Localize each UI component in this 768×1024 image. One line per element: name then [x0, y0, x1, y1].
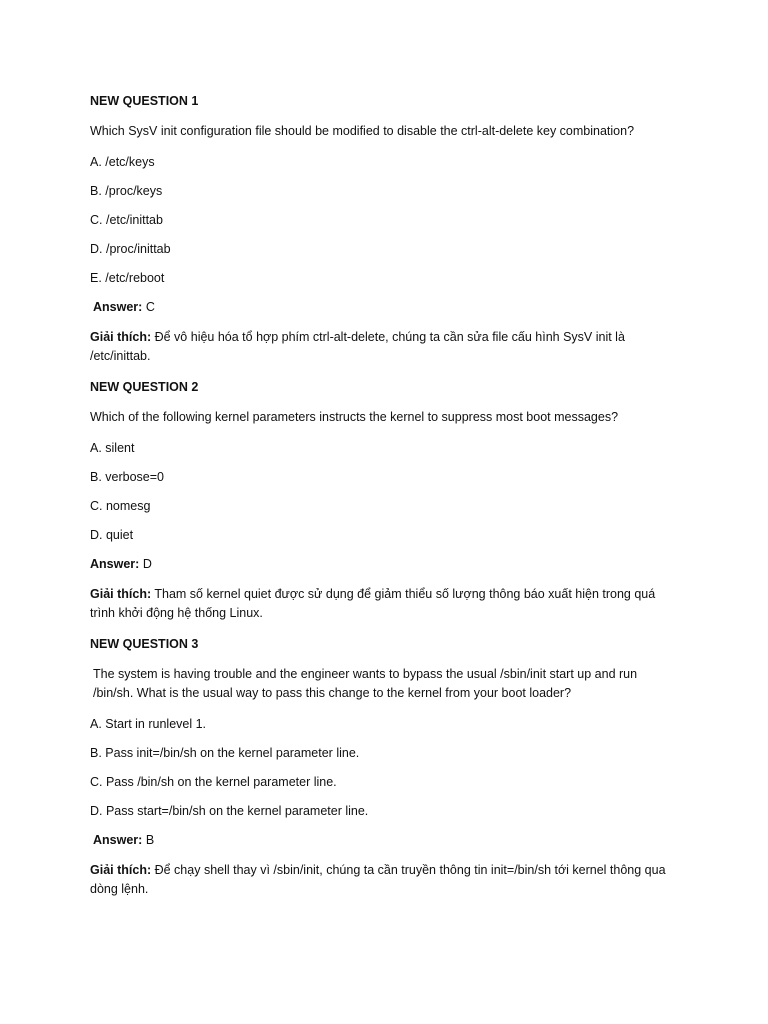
answer-label: Answer:: [90, 557, 140, 571]
explanation-text: Để chạy shell thay vì /sbin/init, chúng ta cần truyền thông tin init=/bin/sh tới kernel thông qua dòng lệnh.: [90, 863, 666, 896]
option-a: A. Start in runlevel 1.: [90, 717, 207, 731]
answer-label: Answer:: [93, 300, 143, 314]
explanation-label: Giải thích:: [90, 587, 152, 601]
question-block-2: [90, 379, 672, 623]
explanation-label: Giải thích:: [90, 863, 152, 877]
answer-line: [90, 832, 672, 848]
question-title: NEW QUESTION 2: [90, 380, 199, 394]
answer-line: [90, 299, 672, 315]
explanation-text: Để vô hiệu hóa tổ hợp phím ctrl-alt-delete, chúng ta cần sửa file cấu hình SysV init là /etc/inittab.: [90, 330, 625, 363]
option-a: A. silent: [90, 441, 135, 455]
option-d: D. quiet: [90, 528, 134, 542]
question-text: The system is having trouble and the engineer wants to bypass the usual /sbin/init start up and run /bin/sh. What is the usual way to pass this change to the kernel from your boot loader?: [93, 667, 638, 700]
explanation: [90, 328, 672, 366]
question-text: Which of the following kernel parameters instructs the kernel to suppress most boot messages?: [90, 410, 619, 424]
option-a: A. /etc/keys: [90, 155, 155, 169]
option-b: B. Pass init=/bin/sh on the kernel parameter line.: [90, 746, 360, 760]
option-c: C. Pass /bin/sh on the kernel parameter line.: [90, 775, 337, 789]
question-title: NEW QUESTION 1: [90, 94, 199, 108]
answer-value: B: [145, 833, 155, 847]
answer-value: D: [142, 557, 152, 571]
explanation-label: Giải thích:: [90, 330, 152, 344]
option-d: D. /proc/inittab: [90, 242, 171, 256]
answer-value: C: [145, 300, 155, 314]
explanation: [90, 585, 672, 623]
question-block-1: [90, 93, 672, 366]
explanation-text: Tham số kernel quiet được sử dụng để giảm thiểu số lượng thông báo xuất hiện trong quá trình khởi động hệ thống Linux.: [90, 587, 656, 620]
option-d: D. Pass start=/bin/sh on the kernel parameter line.: [90, 804, 369, 818]
option-c: C. nomesg: [90, 499, 151, 513]
explanation: [90, 861, 672, 899]
option-b: B. /proc/keys: [90, 184, 163, 198]
question-text: Which SysV init configuration file should be modified to disable the ctrl-alt-delete key combination?: [90, 124, 635, 138]
answer-label: Answer:: [93, 833, 143, 847]
option-b: B. verbose=0: [90, 470, 165, 484]
question-block-3: [90, 636, 672, 899]
option-e: E. /etc/reboot: [90, 271, 165, 285]
answer-line: [90, 556, 672, 572]
question-title: NEW QUESTION 3: [90, 637, 199, 651]
option-c: C. /etc/inittab: [90, 213, 163, 227]
